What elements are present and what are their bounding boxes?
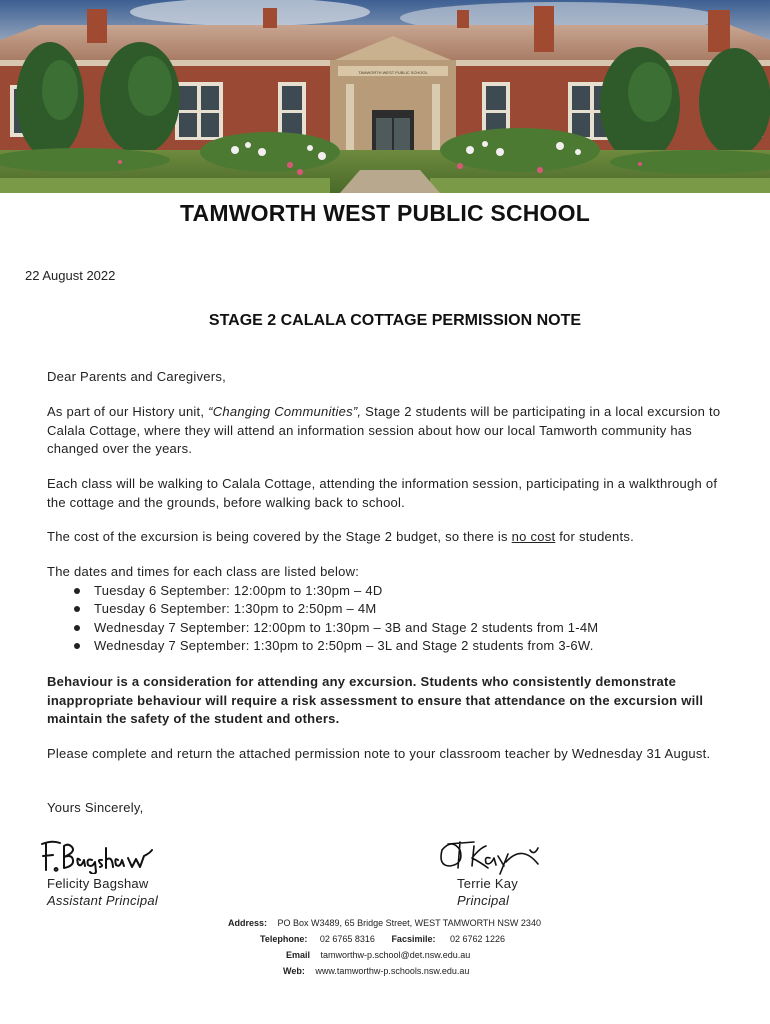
signature-bagshaw [40,838,170,879]
paragraph-cost [47,528,727,547]
return-instructions: Please complete and return the attached permission note to your classroom teacher by Wednesday 31 August. [47,746,711,761]
school-building-photo [0,0,770,193]
school-name-heading: TAMWORTH WEST PUBLIC SCHOOL [180,200,590,226]
no-cost-emphasis: no cost [511,529,556,544]
paragraph-text: As part of our History unit, [47,404,209,419]
footer-phone-row [260,934,505,944]
footer-email-row [286,950,470,960]
footer-web-row [283,966,469,976]
email-link[interactable]: tamworthw-p.school@det.nsw.edu.au [320,950,471,960]
web-label: Web: [283,966,305,976]
address-value: PO Box W3489, 65 Bridge Street, WEST TAMWORTH NSW 2340 [277,918,541,928]
dates-list [47,582,727,656]
facsimile-value: 02 6762 1226 [449,934,506,944]
signatory-role: Assistant Principal [47,893,158,908]
address-label: Address: [228,918,268,928]
facsimile-label: Facsimile: [391,934,436,944]
permission-note-title: STAGE 2 CALALA COTTAGE PERMISSION NOTE [208,312,582,329]
list-item: Tuesday 6 September: 12:00pm to 1:30pm – 4D [47,582,727,601]
unit-name: “Changing Communities”, [208,404,362,419]
letter-date: 22 August 2022 [25,268,116,283]
list-item: Wednesday 7 September: 12:00pm to 1:30pm – 3B and Stage 2 students from 1-4M [47,619,727,638]
signatory-name: Terrie Kay [457,876,519,891]
behaviour-notice: Behaviour is a consideration for attending any excursion. Students who consistently demonstrate inappropriate behaviour will require a risk assessment to ensure that attendance on the excursion will maintain the safety of the student and others. [47,674,704,726]
footer-address-row [228,918,541,928]
telephone-label: Telephone: [260,934,308,944]
signatory-name: Felicity Bagshaw [47,876,149,891]
paragraph-history-unit [47,403,727,459]
telephone-value: 02 6765 8316 [319,934,375,944]
list-item: Wednesday 7 September: 1:30pm to 2:50pm – 3L and Stage 2 students from 3-6W. [47,637,727,656]
closing: Yours Sincerely, [47,800,144,815]
salutation: Dear Parents and Caregivers, [47,369,226,384]
signatory-role: Principal [457,893,510,908]
building-sign: TAMWORTH WEST PUBLIC SCHOOL [358,70,428,75]
web-link[interactable]: www.tamworthw-p.schools.nsw.edu.au [315,966,470,976]
signature-kay [434,836,544,881]
paragraph-text: The cost of the excursion is being covered by the Stage 2 budget, so there is [47,529,512,544]
paragraph-walking: Each class will be walking to Calala Cottage, attending the information session, participating in a walkthrough of the cottage and the grounds, before walking back to school. [47,476,718,510]
paragraph-text: for students. [555,529,634,544]
email-label: Email [286,950,311,960]
paragraph-dates [47,563,727,656]
dates-intro: The dates and times for each class are listed below: [47,564,360,579]
list-item: Tuesday 6 September: 1:30pm to 2:50pm – 4M [47,600,727,619]
paragraph-text: Stage 2 students will be participating in a local excursion to Calala Cottage, where they will attend an information session about how our local Tamworth community has changed over the years. [47,404,721,456]
